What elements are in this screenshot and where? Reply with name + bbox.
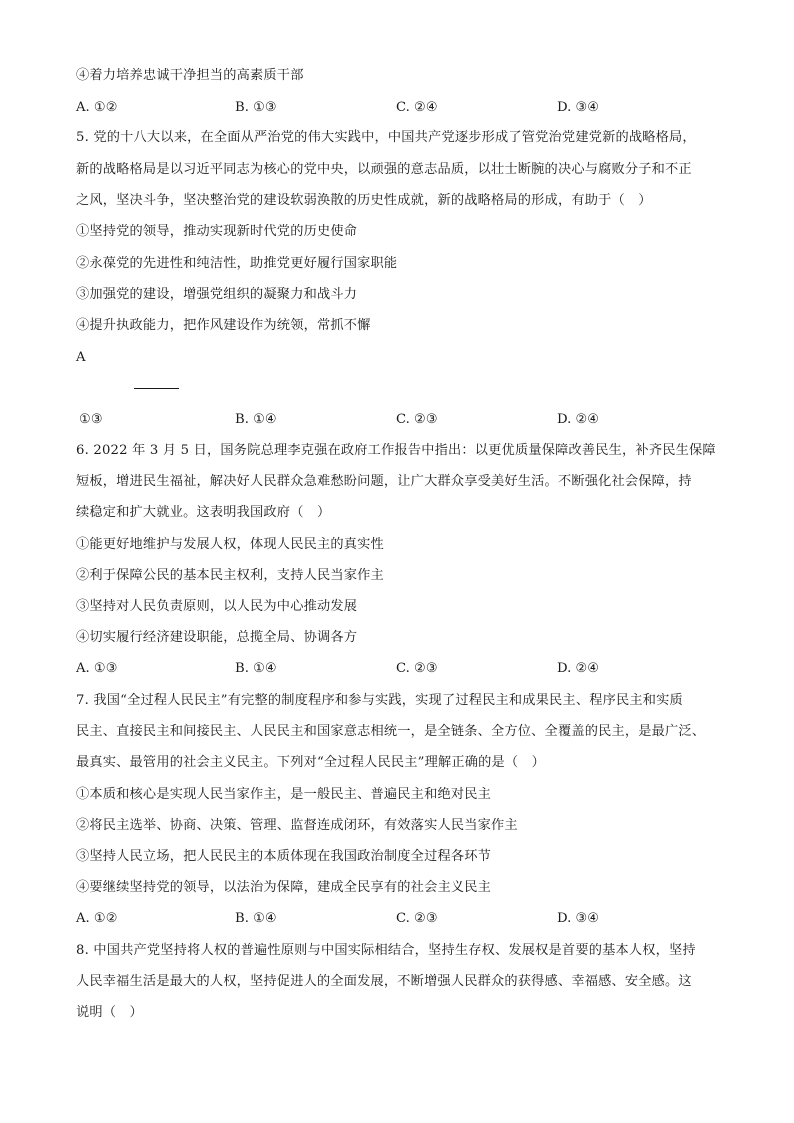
answer-blank-line <box>134 388 179 389</box>
q6-statement-1: ①能更好地维护与发展人权，体现人民民主的真实性 <box>76 537 384 552</box>
q5-option-c: C. ②③ <box>396 412 438 427</box>
q7-option-b: B. ①④ <box>235 911 277 926</box>
q7-option-d: D. ③④ <box>557 911 600 926</box>
q5-statement-3: ③加强党的建设，增强党组织的凝聚力和战斗力 <box>76 287 358 302</box>
q6-option-c: C. ②③ <box>396 661 438 676</box>
q4-option-d: D. ③④ <box>557 100 600 115</box>
q6-option-b: B. ①④ <box>235 661 277 676</box>
q8-stem-line-1: 8. 中国共产党坚持将人权的普遍性原则与中国实际相结合，坚持生存权、发展权是首要的基本人权，坚持 <box>76 943 696 958</box>
q7-statement-1: ①本质和核心是实现人民当家作主，是一般民主、普遍民主和绝对民主 <box>76 787 492 802</box>
q5-option-d: D. ②④ <box>557 412 600 427</box>
q8-stem-line-2: 人民幸福生活是最大的人权，坚持促进人的全面发展，不断增强人民群众的获得感、幸福感、安全感。这 <box>76 974 692 989</box>
q7-option-c: C. ②③ <box>396 911 438 926</box>
q6-option-d: D. ②④ <box>557 661 600 676</box>
q7-option-a: A. ①② <box>76 911 118 926</box>
q6-statement-4: ④切实履行经济建设职能，总揽全局、协调各方 <box>76 630 358 645</box>
q4-option-c: C. ②④ <box>396 100 438 115</box>
q5-option-a-label: A <box>76 350 86 365</box>
q4-statement-4: ④着力培养忠诚干净担当的高素质干部 <box>76 68 304 83</box>
q5-statement-1: ①坚持党的领导，推动实现新时代党的历史使命 <box>76 224 358 239</box>
q7-statement-3: ③坚持人民立场，把人民民主的本质体现在我国政治制度全过程各环节 <box>76 849 492 864</box>
q6-option-a: A. ①③ <box>76 661 118 676</box>
q5-statement-4: ④提升执政能力，把作风建设作为统领，常抓不懈 <box>76 318 371 333</box>
q5-stem-line-3: 之风，坚决斗争，坚决整治党的建设软弱涣散的历史性成就，新的战略格局的形成，有助于（ ） <box>76 193 652 208</box>
q6-stem-line-3: 续稳定和扩大就业。这表明我国政府（ ） <box>76 505 331 520</box>
q5-statement-2: ②永葆党的先进性和纯洁性，助推党更好履行国家职能 <box>76 256 398 271</box>
q7-stem-line-1: 7. 我国“全过程人民民主”有完整的制度程序和参与实践，实现了过程民主和成果民主、程序民主和实质 <box>76 693 683 708</box>
q8-stem-line-3: 说明（ ） <box>76 1005 143 1020</box>
q5-stem-line-1: 5. 党的十八大以来，在全面从严治党的伟大实践中，中国共产党逐步形成了管党治党建党新的战略格局， <box>76 130 696 145</box>
q6-stem-line-2: 短板，增进民生福祉，解决好人民群众急难愁盼问题，让广大群众享受美好生活。不断强化社会保障，持 <box>76 474 692 489</box>
q4-option-a: A. ①② <box>76 100 118 115</box>
q5-option-b: B. ①④ <box>235 412 277 427</box>
q7-stem-line-3: 最真实、最管用的社会主义民主。下列对“全过程人民民主”理解正确的是（ ） <box>76 755 546 770</box>
q7-statement-2: ②将民主选举、协商、决策、管理、监督连成闭环，有效落实人民当家作主 <box>76 818 518 833</box>
q5-stem-line-2: 新的战略格局是以习近平同志为核心的党中央，以顽强的意志品质，以壮士断腕的决心与腐败分子和不正 <box>76 162 692 177</box>
q6-statement-3: ③坚持对人民负责原则，以人民为中心推动发展 <box>76 599 358 614</box>
q6-statement-2: ②利于保障公民的基本民主权利，支持人民当家作主 <box>76 568 384 583</box>
q6-stem-line-1: 6. 2022 年 3 月 5 日，国务院总理李克强在政府工作报告中指出：以更优质量保障改善民生，补齐民生保障 <box>76 443 716 458</box>
q7-stem-line-2: 民主、直接民主和间接民主、人民民主和国家意志相统一，是全链条、全方位、全覆盖的民主，是最广泛、 <box>76 724 706 739</box>
q7-statement-4: ④要继续坚持党的领导，以法治为保障，建成全民享有的社会主义民主 <box>76 880 492 895</box>
q4-option-b: B. ①③ <box>235 100 277 115</box>
q5-option-a: ①③ <box>79 412 103 427</box>
